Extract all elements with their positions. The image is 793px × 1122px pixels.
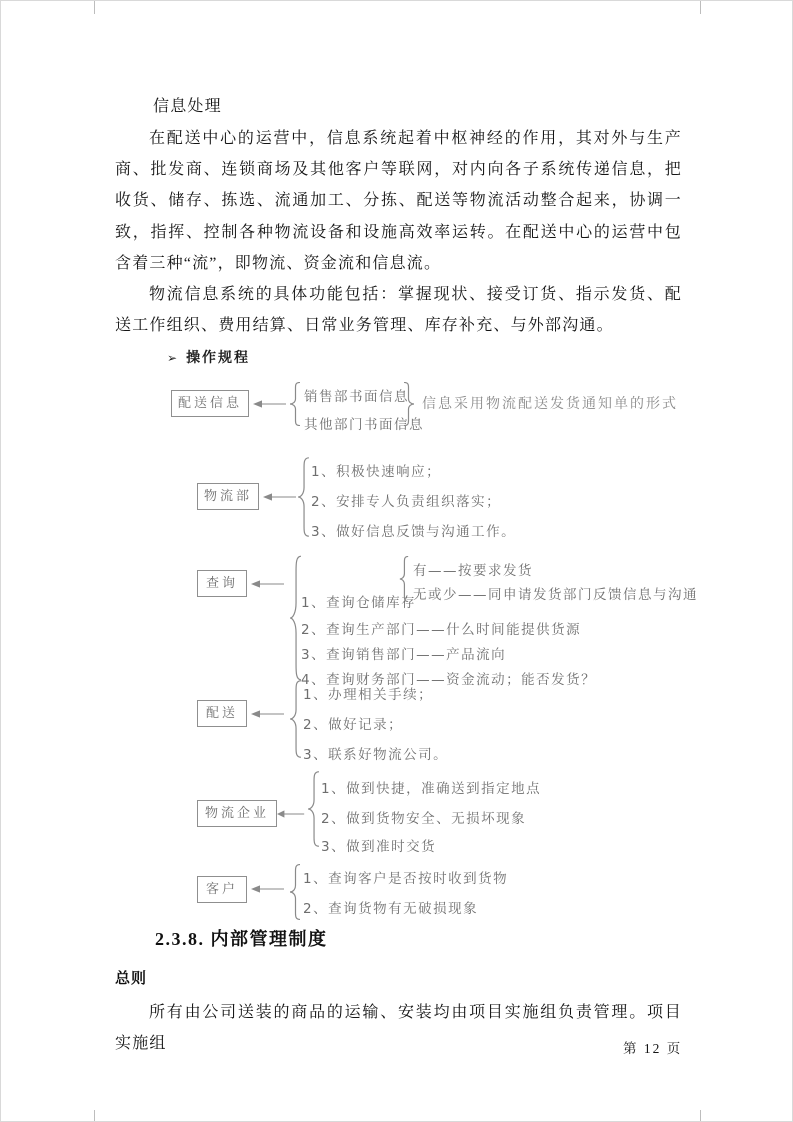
page-number: 第 12 页 [623, 1041, 683, 1056]
flow-item: 4、查询财务部门——资金流动；能否发货？ [301, 672, 597, 688]
flow-item: 2、安排专人负责组织落实； [311, 494, 502, 510]
subsection-heading: 总则 [115, 969, 148, 987]
flow-item: 2、做好记录； [303, 717, 404, 733]
paragraph-3: 所有由公司送装的商品的运输、安装均由项目实施组负责管理。项目实施组 [115, 1004, 682, 1053]
box-logistics-dept: 物流部 [197, 483, 259, 510]
flow-item: 3、做到准时交货 [321, 839, 437, 855]
flow-branch-item: 无或少——同申请发货部门反馈信息与沟通 [413, 587, 698, 603]
flow-item: 1、查询仓储库存 [301, 595, 417, 611]
page-margin-mark [700, 1110, 701, 1122]
paragraph-1: 在配送中心的运营中，信息系统起着中枢神经的作用，其对外与生产商、批发商、连锁商场及其他客户等联网，对内向各子系统传递信息，把收货、储存、拣选、流通加工、分拣、配送等物流活动整合起来，协调一致，指挥、控制各种物流设备和设施高效率运转。在配送中心的运营中包含着三种“流”，即物流、资金流和信息流。 [115, 130, 682, 272]
flow-item: 2、查询货物有无破损现象 [303, 901, 479, 917]
flowchart-header-label: 操作规程 [186, 350, 251, 366]
flow-item: 1、做到快捷，准确送到指定地点 [321, 781, 542, 797]
flow-item: 销售部书面信息 [304, 389, 409, 405]
flow-item: 3、查询销售部门——产品流向 [301, 647, 507, 663]
flow-branch-item: 有——按要求发货 [413, 563, 533, 579]
page-margin-mark [94, 1110, 95, 1122]
box-logistics-company: 物流企业 [197, 800, 277, 827]
flow-item: 3、做好信息反馈与沟通工作。 [311, 524, 517, 540]
flow-item: 2、做到货物安全、无损坏现象 [321, 811, 527, 827]
left-arrow-icon [251, 884, 285, 894]
box-delivery: 配送 [197, 700, 247, 727]
flow-item: 2、查询生产部门——什么时间能提供货源 [301, 622, 582, 638]
box-distribution-info: 配送信息 [171, 390, 249, 417]
box-customer: 客户 [197, 876, 247, 903]
operation-flowchart [1, 379, 793, 927]
flowchart-header [167, 347, 250, 367]
flow-row-customer [1, 379, 793, 927]
section-title: 信息处理 [153, 98, 222, 115]
page-margin-mark [94, 1, 95, 14]
flow-item: 其他部门书面信息 [304, 417, 424, 433]
box-query: 查询 [197, 570, 247, 597]
flow-note: 信息采用物流配送发货通知单的形式 [422, 396, 678, 412]
section-heading: 2.3.8. 内部管理制度 [155, 929, 328, 949]
page-margin-mark [700, 1, 701, 14]
brace-open-icon [289, 864, 301, 920]
flow-item: 1、积极快速响应； [311, 464, 442, 480]
flow-item: 1、查询客户是否按时收到货物 [303, 871, 509, 887]
flow-item: 1、办理相关手续； [303, 687, 434, 703]
paragraph-2: 物流信息系统的具体功能包括：掌握现状、接受订货、指示发货、配送工作组织、费用结算、日常业务管理、库存补充、与外部沟通。 [115, 286, 682, 335]
flow-item: 3、联系好物流公司。 [303, 747, 449, 763]
arrow-bullet-icon: ➢ [167, 351, 178, 365]
